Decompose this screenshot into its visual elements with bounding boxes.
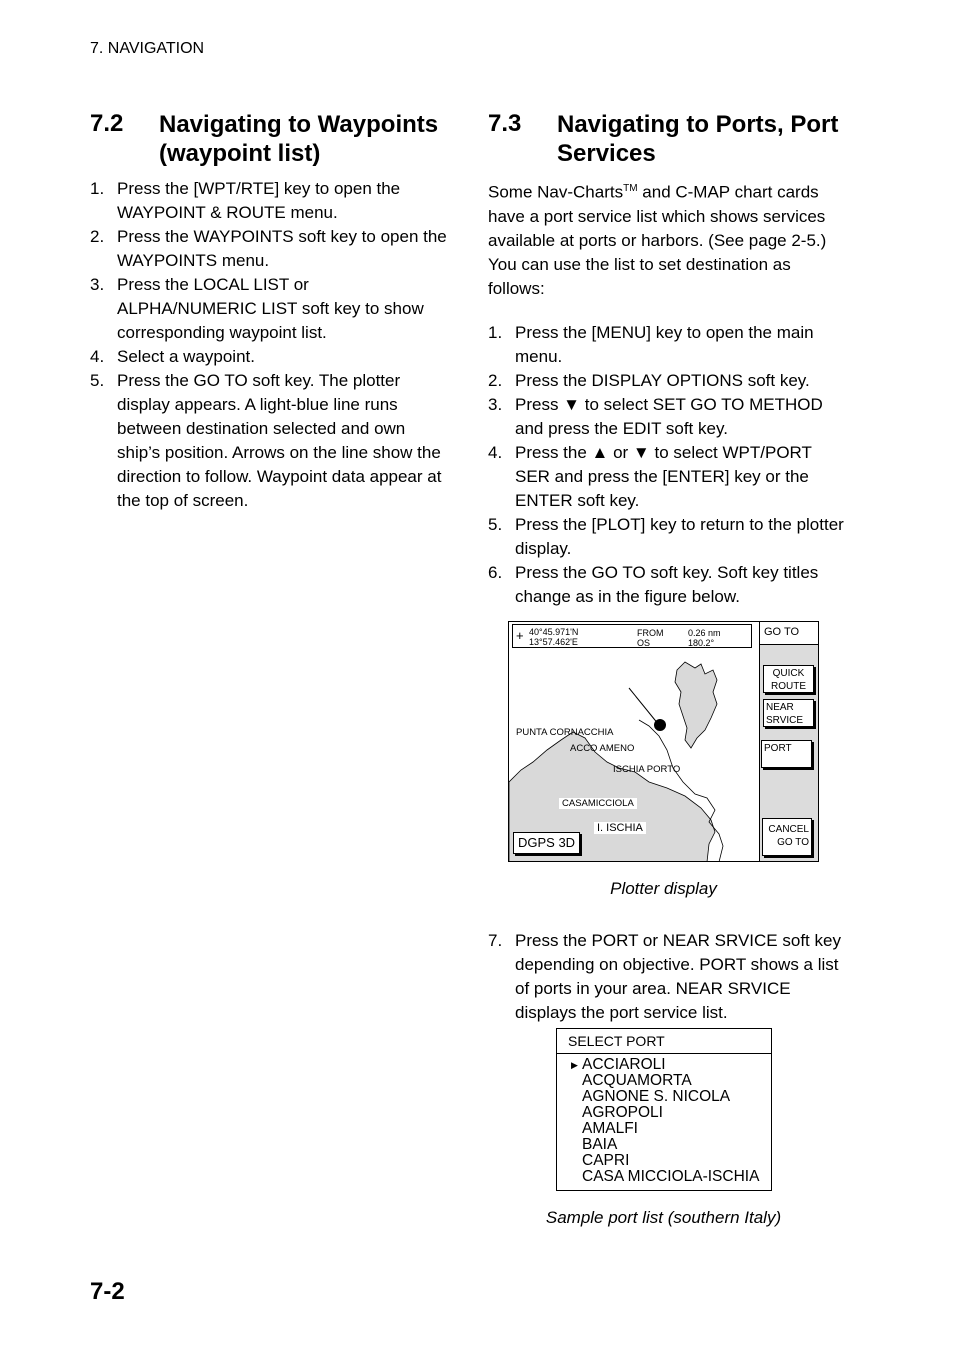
near-service-softkey[interactable]: NEAR SRVICE <box>763 699 814 727</box>
list-item: 6. Press the GO TO soft key. Soft key titles change as in the figure below. <box>488 563 819 606</box>
list-item: 1. Press the [WPT/RTE] key to open the WAYPOINT & ROUTE menu. <box>90 179 401 222</box>
port-item[interactable]: AGNONE S. NICOLA <box>582 1088 731 1105</box>
port-list-title: SELECT PORT <box>557 1029 771 1054</box>
list-item: 3. Press ▼ to select SET GO TO METHOD and press the EDIT soft key. <box>488 395 823 438</box>
plotter-display-figure <box>508 621 819 862</box>
latitude: 40°45.971'N <box>529 627 579 637</box>
distance-value: 0.26 nm <box>688 628 721 638</box>
port-item[interactable]: ▶ ACCIAROLI <box>571 1056 666 1073</box>
port-item[interactable]: ACQUAMORTA <box>582 1072 692 1089</box>
list-item: 4. Press the ▲ or ▼ to select WPT/PORT SER and press the [ENTER] key or the ENTER soft key. <box>488 443 812 510</box>
cursor-triangle-icon: ▶ <box>571 1060 578 1070</box>
map-label-ischia: I. ISCHIA <box>594 822 646 834</box>
cancel-goto-softkey[interactable]: CANCEL GO TO <box>762 818 812 856</box>
list-item: 2. Press the WAYPOINTS soft key to open the WAYPOINTS menu. <box>90 227 447 270</box>
os-label: OS <box>637 638 651 648</box>
section-73-intro: Some Nav-Charts™ and C-MAP chart cards have a port service list which shows services available at ports or harbors. (See page 2-5.) You can use the list to set destination as follows: <box>488 182 827 298</box>
port-softkey[interactable]: PORT <box>761 740 812 768</box>
section-72-number: 7.2 <box>90 110 124 137</box>
list-item: 5. Press the [PLOT] key to return to the plotter display. <box>488 515 844 558</box>
cursor-cross-icon: + <box>516 628 524 643</box>
map-label-casamicciola: CASAMICCIOLA <box>559 798 637 809</box>
waypoint-data-box <box>512 624 752 648</box>
bearing-value: 180.2° <box>688 638 715 648</box>
port-item[interactable]: AGROPOLI <box>582 1104 663 1121</box>
list-item: 5. Press the GO TO soft key. The plotter display appears. A light-blue line runs between destination selected and own ship’s position. Arrows on the line show the direction to follow. Waypoint data appear at the top of screen. <box>90 371 442 510</box>
page-number: 7-2 <box>90 1278 125 1305</box>
goto-title: GO TO <box>759 621 819 645</box>
plotter-caption: Plotter display <box>610 879 717 898</box>
port-item[interactable]: BAIA <box>582 1136 618 1153</box>
port-item[interactable]: CAPRI <box>582 1152 630 1169</box>
running-head: 7. NAVIGATION <box>90 40 205 57</box>
dgps-status: DGPS 3D <box>513 832 580 854</box>
from-label: FROM <box>637 628 664 638</box>
list-item: 4. Select a waypoint. <box>90 347 255 366</box>
map-label-ischia-porto: ISCHIA PORTO <box>613 764 681 775</box>
port-item[interactable]: AMALFI <box>582 1120 638 1137</box>
port-item[interactable]: CASA MICCIOLA-ISCHIA <box>582 1168 760 1185</box>
small-island <box>675 662 717 748</box>
section-73-number: 7.3 <box>488 110 522 137</box>
list-item: 7. Press the PORT or NEAR SRVICE soft key depending on objective. PORT shows a list of ports in your area. NEAR SRVICE displays the port service list. <box>488 931 841 1022</box>
port-list <box>557 1054 771 1185</box>
port-list-figure <box>556 1028 772 1191</box>
longitude: 13°57.462'E <box>529 637 578 647</box>
section-73-step-7 <box>488 929 848 1025</box>
list-item: 2. Press the DISPLAY OPTIONS soft key. <box>488 371 810 390</box>
course-line <box>629 688 659 725</box>
section-72-steps <box>90 177 450 513</box>
map-label-punta: PUNTA CORNACCHIA <box>516 727 614 738</box>
port-list-caption: Sample port list (southern Italy) <box>545 1208 782 1227</box>
own-ship-marker <box>654 719 666 731</box>
list-item: 1. Press the [MENU] key to open the main menu. <box>488 323 814 366</box>
map-label-acco: ACCO AMENO <box>570 743 635 754</box>
section-72-title: Navigating to Waypoints (waypoint list) <box>159 111 439 167</box>
quick-route-softkey[interactable]: QUICK ROUTE <box>763 665 814 693</box>
list-item: 3. Press the LOCAL LIST or ALPHA/NUMERIC LIST soft key to show corresponding waypoint list. <box>90 275 424 342</box>
section-73-steps <box>488 321 848 609</box>
section-73-title: Navigating to Ports, Port Services <box>557 111 839 167</box>
softkey-panel <box>759 622 819 862</box>
